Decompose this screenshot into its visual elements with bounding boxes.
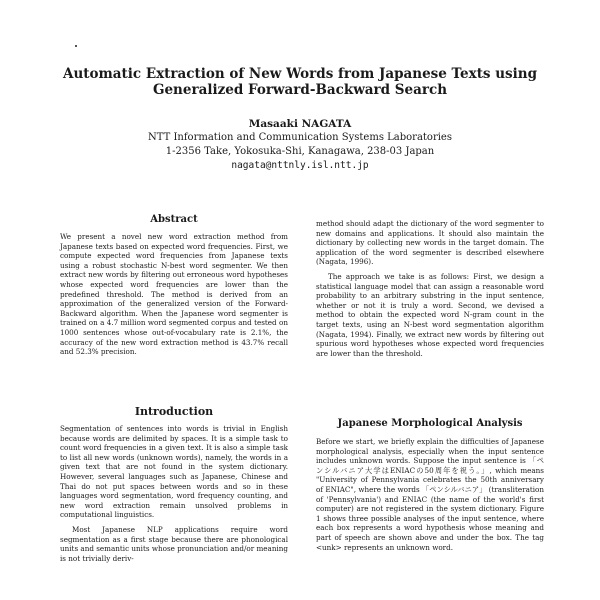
abstract-text: We present a novel new word extraction method from Japanese texts based on expected word frequencies. First, we compute expected word frequencies from Japanese texts using a robust stochastic N-best word segmenter. We then extract new words by filtering out erroneous word hypotheses whose expected word frequencies are lower than the predefined threshold. The method is derived from an approximation of the generalized version of the Forward-Backward algorithm. When the Japanese word segmenter is trained on a 4.7 million word segmented corpus and tested on 1000 sentences whose out-of-vocabulary rate is 2.1%, the accuracy of the new word extraction method is 43.7% recall and 52.3% precision. (60, 232, 288, 357)
title-line-1: Automatic Extraction of New Words from Japanese Texts using (62, 66, 538, 82)
introduction-heading: Introduction (134, 405, 214, 418)
scan-mark (75, 45, 77, 47)
affiliation: NTT Information and Communication Systems Laboratories (148, 132, 452, 143)
abstract-heading: Abstract (150, 214, 198, 225)
right-paragraph-2: The approach we take is as follows: First, we design a statistical language model that can assign a reasonable word probability to an arbitrary substring in the input sentence, whether or not it is truly a word. Second, we devised a method to obtain the expected word N-gram count in the target texts, using an N-best word segmentation algorithm (Nagata, 1994). Finally, we extract new words by filtering out spurious word hypotheses whose expected word frequencies are lower than the threshold. (316, 271, 544, 358)
right-column-bottom (316, 437, 544, 552)
introduction-body (60, 424, 288, 563)
right-paragraph-3: Before we start, we briefly explain the difficulties of Japanese morphological analysis, especially when the input sentence includes unknown words. Suppose the input sentence is 「ペンシルバニア大学はENIACの50周年を祝う。」, which means "University of Pennsylvania celebrates the 50th anniversary of ENIAC", where the words 「ペンシルバニア」 (transliteration of 'Pennsylvania') and ENIAC (the name of the world's first computer) are not registered in the system dictionary. Figure 1 shows three possible analyses of the input sentence, where each box represents a word hypothesis whose meaning and part of speech are shown above and under the box. The tag <unk> represents an unknown word. (316, 437, 544, 552)
abstract-body (60, 232, 288, 357)
author-affiliation-block (40, 131, 560, 173)
paper-title (40, 66, 560, 98)
introduction-paragraph-1: Segmentation of sentences into words is trivial in English because words are delimited by spaces. It is a simple task to count word frequencies in a given text. It is also a simple task to list all new words (unknown words), namely, the words in a given text that are not found in the system dictionary. However, several languages such as Japanese, Chinese and Thai do not put spaces between words and so in these languages word segmentation, word frequency counting, and new word extraction remain unsolved problems in computational linguistics. (60, 424, 288, 520)
right-column-top (316, 219, 544, 358)
right-paragraph-1: method should adapt the dictionary of the word segmenter to new domains and applications. It should also maintain the dictionary by collecting new words in the target domain. The application of the word segmenter is described elsewhere (Nagata, 1996). (316, 219, 544, 267)
japanese-morphological-analysis-heading: Japanese Morphological Analysis (337, 418, 523, 429)
email: nagata@nttnly.isl.ntt.jp (231, 160, 369, 171)
address: 1-2356 Take, Yokosuka-Shi, Kanagawa, 238-03 Japan (165, 146, 435, 157)
author-name: Masaaki NAGATA (248, 118, 352, 130)
title-line-2: Generalized Forward-Backward Search (152, 82, 448, 98)
introduction-paragraph-2: Most Japanese NLP applications require word segmentation as a first stage because there are phonological units and semantic units whose pronunciation and/or meaning is not trivially deriv- (60, 524, 288, 563)
